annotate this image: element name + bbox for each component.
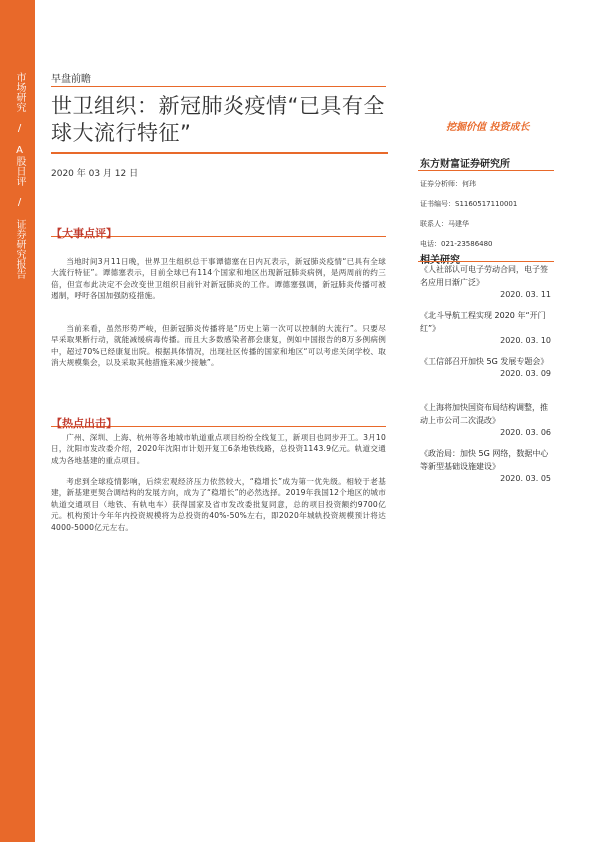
hotspot-paragraph-2: 考虑到全球疫情影响，后续宏观经济压力依然较大，“稳增长”成为第一优先级。相较于老基建，新基建更契合调结构的发展方向，成为了“稳增长”的必然选择。2019年我国12个地区的城市轨道交通项目（地铁、有轨电车）获得国家及省市发改委批复同意，总的项目投资额约9700亿元。机构预计今年年内投资规模将为总投资的40%-50%左右，即2020年城轨投资规模预计将达4000-5000亿元左右。 <box>51 477 386 532</box>
sidebar-category-label: 市场研究 / A股日评 / 证券研究报告 <box>14 72 25 279</box>
analyst-cert: 证书编号：S1160517110001 <box>420 200 518 208</box>
related-item-date: 2020. 03. 10 <box>500 336 551 345</box>
hotspot-heading-text: 【热点出击】 <box>51 417 117 430</box>
contact-person: 联系人：马建华 <box>420 220 469 228</box>
contact-phone: 电话：021-23586480 <box>420 240 493 248</box>
related-item[interactable] <box>420 355 555 401</box>
related-item-title[interactable]: 《政治局：加快 5G 网络，数据中心等新型基础设施建设》 <box>420 449 549 471</box>
topic-tag: 早盘前瞻 <box>51 74 91 85</box>
event-section-heading <box>51 222 386 240</box>
report-date: 2020 年 03 月 12 日 <box>51 169 139 179</box>
related-item-date: 2020. 03. 09 <box>500 369 551 378</box>
org-divider <box>418 170 554 171</box>
event-heading-text: 【大事点评】 <box>51 227 117 240</box>
related-list <box>420 263 555 493</box>
hotspot-section-heading <box>51 412 386 430</box>
related-item[interactable] <box>420 309 555 355</box>
analyst-info <box>420 174 560 254</box>
report-title: 世卫组织：新冠肺炎疫情“已具有全球大流行特征” <box>51 94 385 145</box>
related-item[interactable] <box>420 447 555 493</box>
related-item-title[interactable]: 《工信部召开加快 5G 发展专题会》 <box>420 357 549 366</box>
related-divider <box>418 261 554 262</box>
sidebar-band <box>0 0 35 842</box>
event-paragraph-2: 当前来看，虽然形势严峻，但新冠肺炎传播将是“历史上第一次可以控制的大流行”。只要尽早采取果断行动，就能减缓病毒传播。而且大多数感染者都会康复，例如中国报告的8万多例病例中，超过70%已经康复出院。根据具体情况，出现社区传播的国家和地区“可以考虑关闭学校、取消大规模集会，以及采取其他措施来减少接触”。 <box>51 324 386 368</box>
related-item-title[interactable]: 《上海将加快国资布局结构调整，推动上市公司二次混改》 <box>420 403 548 425</box>
related-item[interactable] <box>420 263 555 309</box>
related-item-date: 2020. 03. 06 <box>500 428 551 437</box>
top-divider <box>51 86 386 87</box>
related-item[interactable] <box>420 401 555 447</box>
title-divider <box>51 152 388 154</box>
related-item-date: 2020. 03. 05 <box>500 474 551 483</box>
analyst-name: 证券分析师：何玮 <box>420 180 476 188</box>
hotspot-paragraph-1: 广州、深圳、上海、杭州等各地城市轨道重点项目纷纷全线复工，新项目也同步开工。3月10日，沈阳市发改委介绍，2020年沈阳市计划开复工6条地铁线路，总投资1143.9亿元。轨道交通成为各地基建的重点项目。 <box>51 433 386 465</box>
related-item-title[interactable]: 《北斗导航工程实现 2020 年“开门红”》 <box>420 311 546 333</box>
event-paragraph-1: 当地时间3月11日晚，世界卫生组织总干事谭德塞在日内瓦表示，新冠肺炎疫情“已具有全球大流行特征”。谭德塞表示，目前全球已有114个国家和地区出现新冠肺炎病例，是两周前的约三倍，但宣布此决定不会改变世卫组织目前针对新冠肺炎的工作。谭德塞强调，新冠肺炎传播可被遏制，呼吁各国加强防疫措施。 <box>51 257 386 301</box>
related-item-title[interactable]: 《人社部认可电子劳动合同，电子签名应用日渐广泛》 <box>420 265 548 287</box>
org-name: 东方财富证券研究所 <box>420 159 510 170</box>
slogan: 挖掘价值 投资成长 <box>446 122 530 133</box>
related-heading: 相关研究 <box>420 255 460 266</box>
related-item-date: 2020. 03. 11 <box>500 290 551 299</box>
